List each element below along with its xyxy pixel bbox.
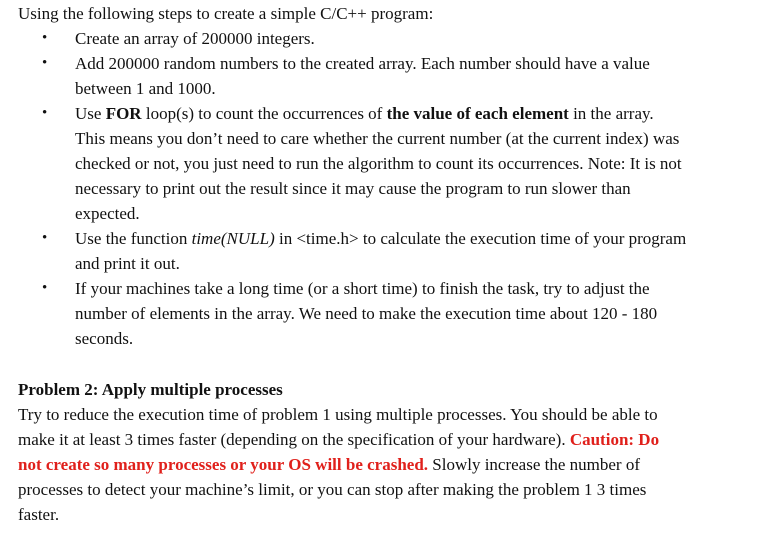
- list-item-time-function: [0, 226, 775, 276]
- list-item-adjust-elements: [0, 276, 775, 351]
- text-run: Slowly increase the number of: [428, 455, 640, 474]
- text-line: number of elements in the array. We need to make the execution time about 120 - 180: [75, 304, 658, 323]
- text-line: This means you don’t need to care whether the current number (at the current index) was: [75, 129, 680, 148]
- text-run: in <time.h> to calculate the execution time of your program: [274, 229, 687, 248]
- bullet-icon: •: [42, 280, 48, 296]
- bullet-icon: •: [42, 30, 48, 46]
- intro-text: Using the following steps to create a simple C/C++ program:: [18, 4, 434, 23]
- text-line: Create an array of 200000 integers.: [75, 29, 315, 48]
- text-line: [75, 226, 775, 251]
- problem-2-section: [18, 377, 768, 527]
- section-heading: Problem 2: Apply multiple processes: [18, 380, 283, 399]
- text-line: necessary to print out the result since it may cause the program to run slower than: [75, 179, 631, 198]
- text-line: [18, 427, 768, 452]
- bullet-icon: •: [42, 230, 48, 246]
- text-line: Add 200000 random numbers to the created array. Each number should have a value: [75, 54, 650, 73]
- text-line: between 1 and 1000.: [75, 79, 216, 98]
- text-line: processes to detect your machine’s limit, or you can stop after making the problem 1 3 times: [18, 480, 647, 499]
- text-line: checked or not, you just need to run the algorithm to count its occurrences. Note: It is not: [75, 154, 682, 173]
- text-line: seconds.: [75, 329, 134, 348]
- text-line: If your machines take a long time (or a short time) to finish the task, try to adjust the: [75, 279, 650, 298]
- bullet-icon: •: [42, 105, 48, 121]
- emphasis-value-each-element: the value of each element: [386, 104, 569, 123]
- text-run: in the array.: [568, 104, 654, 123]
- list-item-create-array: [0, 26, 775, 51]
- list-item-add-random: [0, 51, 775, 101]
- text-line: [75, 101, 775, 126]
- bullet-icon: •: [42, 55, 48, 71]
- text-run: Use the function: [75, 229, 192, 248]
- steps-list: [0, 26, 775, 351]
- text-line: expected.: [75, 204, 140, 223]
- text-line: faster.: [18, 505, 60, 524]
- text-run: Use: [75, 104, 106, 123]
- caution-text: not create so many processes or your OS will be crashed.: [18, 455, 429, 474]
- text-line: [18, 452, 768, 477]
- text-run: make it at least 3 times faster (depending on the specification of your hardware).: [18, 430, 570, 449]
- text-line: and print it out.: [75, 254, 180, 273]
- function-name: time(NULL): [191, 229, 275, 248]
- list-item-for-loop: [0, 101, 775, 226]
- text-run: loop(s) to count the occurrences of: [141, 104, 387, 123]
- keyword-for: FOR: [105, 104, 142, 123]
- text-line: Try to reduce the execution time of problem 1 using multiple processes. You should be able to: [18, 405, 658, 424]
- caution-text: Caution: Do: [569, 430, 660, 449]
